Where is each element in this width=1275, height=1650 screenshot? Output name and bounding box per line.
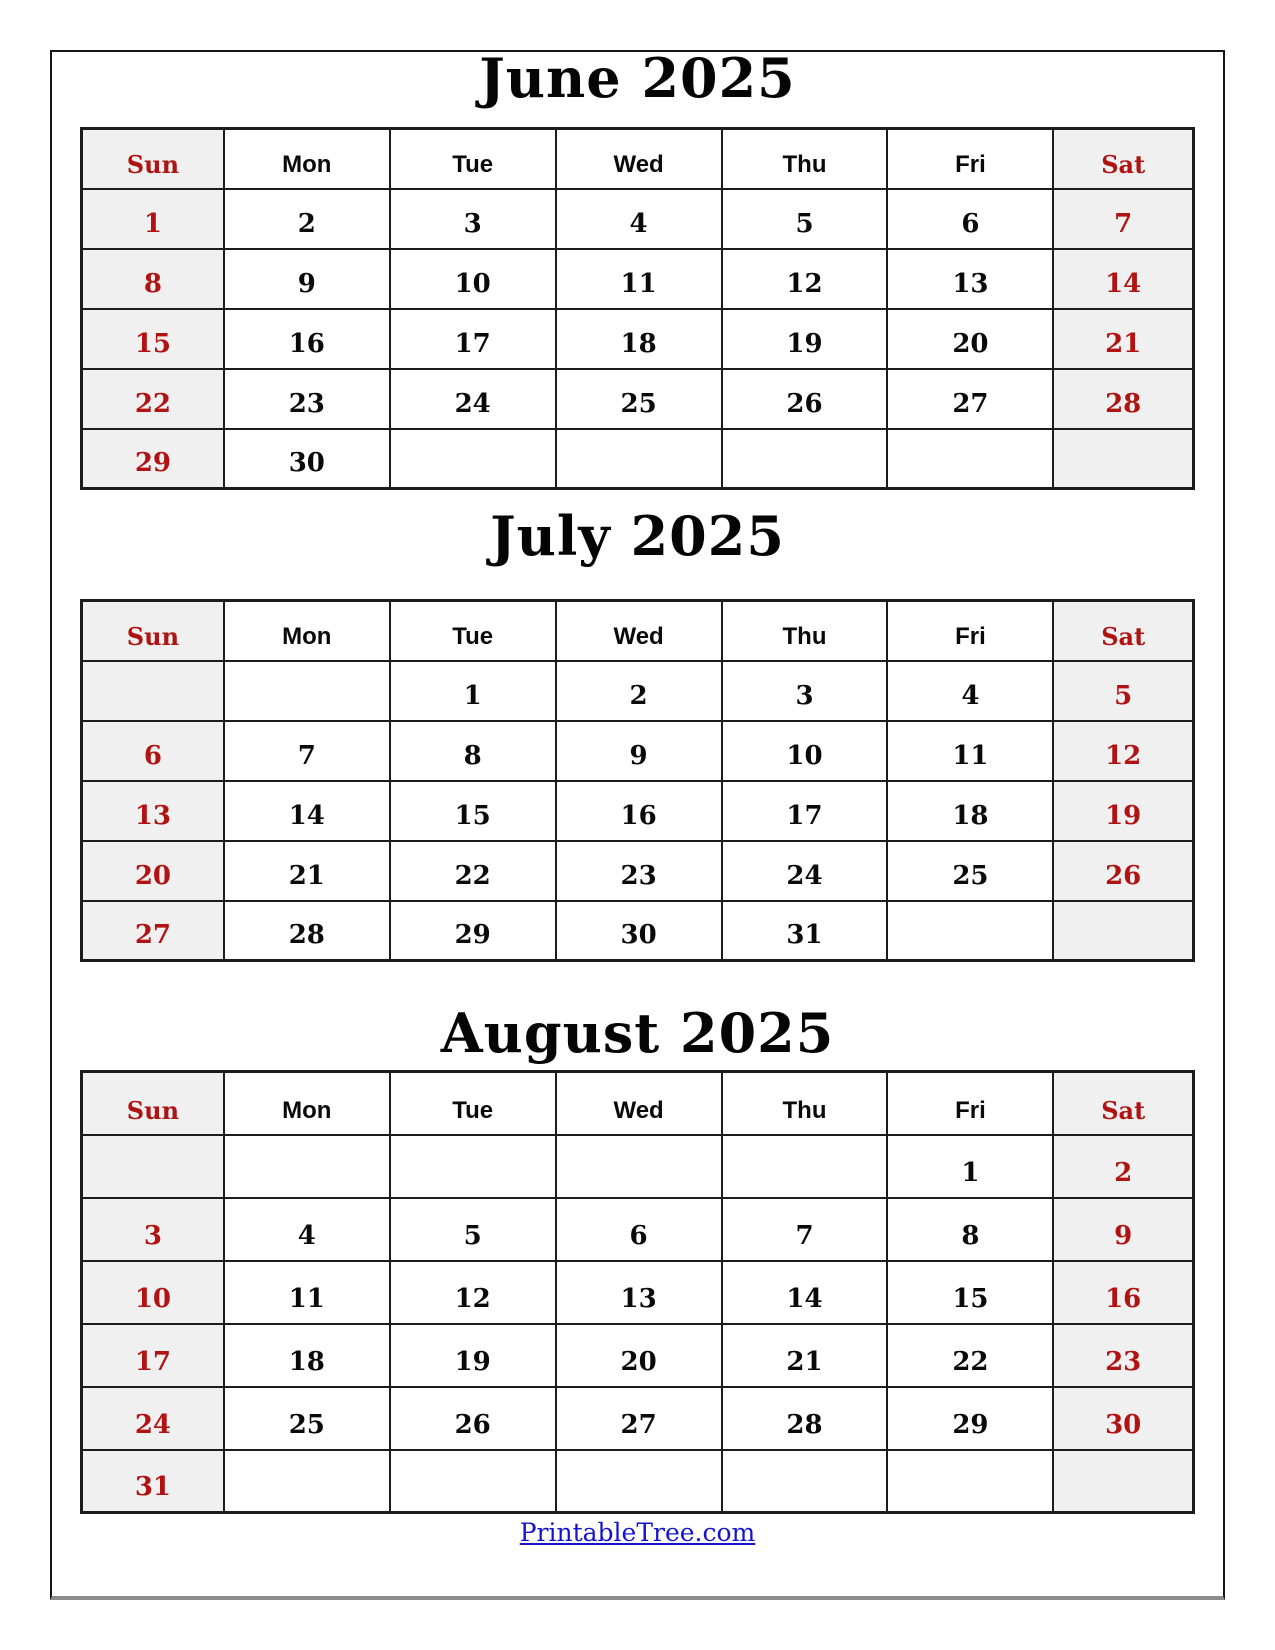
- day-cell-1: 1: [82, 189, 224, 249]
- day-cell-13: 13: [556, 1261, 722, 1324]
- week-row: [82, 1135, 1194, 1198]
- day-cell-empty: [390, 1135, 556, 1198]
- day-cell-27: 27: [82, 901, 224, 961]
- day-cell-24: 24: [722, 841, 888, 901]
- day-cell-empty: [1053, 901, 1193, 961]
- day-cell-empty: [887, 429, 1053, 489]
- weekday-header-sun: Sun: [82, 129, 224, 189]
- calendar-table-july: [80, 599, 1195, 962]
- weekday-header-thu: Thu: [722, 1072, 888, 1135]
- day-cell-21: 21: [722, 1324, 888, 1387]
- day-cell-3: 3: [390, 189, 556, 249]
- day-cell-10: 10: [390, 249, 556, 309]
- day-cell-12: 12: [722, 249, 888, 309]
- week-row: [82, 841, 1194, 901]
- day-cell-29: 29: [82, 429, 224, 489]
- day-cell-empty: [224, 1135, 390, 1198]
- weekday-header-sat: Sat: [1053, 1072, 1193, 1135]
- day-cell-empty: [224, 1450, 390, 1513]
- week-row: [82, 309, 1194, 369]
- day-cell-11: 11: [887, 721, 1053, 781]
- weekday-header-mon: Mon: [224, 1072, 390, 1135]
- day-cell-23: 23: [224, 369, 390, 429]
- day-cell-22: 22: [82, 369, 224, 429]
- day-cell-empty: [722, 429, 888, 489]
- weekday-header-thu: Thu: [722, 129, 888, 189]
- day-cell-9: 9: [1053, 1198, 1193, 1261]
- week-row: [82, 429, 1194, 489]
- day-cell-empty: [722, 1135, 888, 1198]
- day-cell-22: 22: [887, 1324, 1053, 1387]
- day-cell-21: 21: [224, 841, 390, 901]
- day-cell-16: 16: [1053, 1261, 1193, 1324]
- day-cell-23: 23: [556, 841, 722, 901]
- day-cell-25: 25: [887, 841, 1053, 901]
- day-cell-24: 24: [82, 1387, 224, 1450]
- weekday-header-tue: Tue: [390, 129, 556, 189]
- week-row: [82, 249, 1194, 309]
- day-cell-11: 11: [224, 1261, 390, 1324]
- day-cell-14: 14: [224, 781, 390, 841]
- day-cell-20: 20: [82, 841, 224, 901]
- day-cell-30: 30: [556, 901, 722, 961]
- day-cell-6: 6: [887, 189, 1053, 249]
- week-row: [82, 1450, 1194, 1513]
- day-cell-7: 7: [1053, 189, 1193, 249]
- day-cell-27: 27: [556, 1387, 722, 1450]
- day-cell-18: 18: [556, 309, 722, 369]
- day-cell-20: 20: [887, 309, 1053, 369]
- weekday-header-wed: Wed: [556, 129, 722, 189]
- calendar-table-june: [80, 127, 1195, 490]
- day-cell-empty: [390, 1450, 556, 1513]
- day-cell-14: 14: [722, 1261, 888, 1324]
- weekday-header-sun: Sun: [82, 601, 224, 661]
- day-cell-31: 31: [722, 901, 888, 961]
- month-title-august: August 2025: [440, 1001, 835, 1065]
- day-cell-27: 27: [887, 369, 1053, 429]
- day-cell-empty: [1053, 429, 1193, 489]
- day-cell-15: 15: [887, 1261, 1053, 1324]
- weekday-header-thu: Thu: [722, 601, 888, 661]
- week-row: [82, 369, 1194, 429]
- day-cell-28: 28: [224, 901, 390, 961]
- day-cell-9: 9: [556, 721, 722, 781]
- day-cell-5: 5: [390, 1198, 556, 1261]
- day-cell-10: 10: [722, 721, 888, 781]
- day-cell-empty: [556, 1135, 722, 1198]
- day-cell-19: 19: [1053, 781, 1193, 841]
- day-cell-29: 29: [887, 1387, 1053, 1450]
- week-row: [82, 661, 1194, 721]
- day-cell-25: 25: [556, 369, 722, 429]
- week-row: [82, 1261, 1194, 1324]
- day-cell-18: 18: [224, 1324, 390, 1387]
- week-row: [82, 781, 1194, 841]
- day-cell-15: 15: [390, 781, 556, 841]
- day-cell-1: 1: [887, 1135, 1053, 1198]
- weekday-header-sat: Sat: [1053, 601, 1193, 661]
- day-cell-16: 16: [556, 781, 722, 841]
- day-cell-4: 4: [556, 189, 722, 249]
- day-cell-17: 17: [722, 781, 888, 841]
- day-cell-empty: [556, 1450, 722, 1513]
- weekday-header-mon: Mon: [224, 129, 390, 189]
- day-cell-16: 16: [224, 309, 390, 369]
- weekday-header-mon: Mon: [224, 601, 390, 661]
- day-cell-2: 2: [556, 661, 722, 721]
- weekday-header-fri: Fri: [887, 1072, 1053, 1135]
- day-cell-22: 22: [390, 841, 556, 901]
- day-cell-26: 26: [722, 369, 888, 429]
- day-cell-20: 20: [556, 1324, 722, 1387]
- day-cell-25: 25: [224, 1387, 390, 1450]
- day-cell-28: 28: [722, 1387, 888, 1450]
- weekday-header-tue: Tue: [390, 601, 556, 661]
- day-cell-10: 10: [82, 1261, 224, 1324]
- day-cell-23: 23: [1053, 1324, 1193, 1387]
- week-row: [82, 189, 1194, 249]
- week-row: [82, 1324, 1194, 1387]
- footer: [80, 1518, 1195, 1547]
- day-cell-5: 5: [722, 189, 888, 249]
- footer-site-link[interactable]: PrintableTree.com: [519, 1518, 756, 1547]
- day-cell-12: 12: [390, 1261, 556, 1324]
- day-cell-empty: [390, 429, 556, 489]
- day-cell-18: 18: [887, 781, 1053, 841]
- day-cell-empty: [887, 1450, 1053, 1513]
- day-cell-29: 29: [390, 901, 556, 961]
- day-cell-30: 30: [224, 429, 390, 489]
- day-cell-empty: [82, 1135, 224, 1198]
- day-cell-24: 24: [390, 369, 556, 429]
- day-cell-17: 17: [390, 309, 556, 369]
- month-title-june: June 2025: [479, 46, 796, 110]
- day-cell-13: 13: [82, 781, 224, 841]
- day-cell-14: 14: [1053, 249, 1193, 309]
- day-cell-empty: [224, 661, 390, 721]
- day-cell-6: 6: [82, 721, 224, 781]
- weekday-header-row: [82, 129, 1194, 189]
- page-frame: [50, 46, 1225, 1600]
- day-cell-2: 2: [224, 189, 390, 249]
- day-cell-19: 19: [722, 309, 888, 369]
- weekday-header-wed: Wed: [556, 1072, 722, 1135]
- day-cell-26: 26: [1053, 841, 1193, 901]
- weekday-header-tue: Tue: [390, 1072, 556, 1135]
- weekday-header-row: [82, 1072, 1194, 1135]
- month-title-july: July 2025: [490, 504, 785, 568]
- month-section-august: [80, 1001, 1195, 1514]
- weekday-header-fri: Fri: [887, 129, 1053, 189]
- day-cell-empty: [1053, 1450, 1193, 1513]
- day-cell-17: 17: [82, 1324, 224, 1387]
- day-cell-9: 9: [224, 249, 390, 309]
- weekday-header-row: [82, 601, 1194, 661]
- calendar-table-august: [80, 1070, 1195, 1514]
- weekday-header-wed: Wed: [556, 601, 722, 661]
- day-cell-13: 13: [887, 249, 1053, 309]
- day-cell-28: 28: [1053, 369, 1193, 429]
- day-cell-5: 5: [1053, 661, 1193, 721]
- day-cell-3: 3: [722, 661, 888, 721]
- day-cell-11: 11: [556, 249, 722, 309]
- day-cell-empty: [82, 661, 224, 721]
- day-cell-7: 7: [722, 1198, 888, 1261]
- month-section-june: [80, 46, 1195, 490]
- day-cell-21: 21: [1053, 309, 1193, 369]
- day-cell-empty: [556, 429, 722, 489]
- day-cell-8: 8: [390, 721, 556, 781]
- day-cell-19: 19: [390, 1324, 556, 1387]
- day-cell-15: 15: [82, 309, 224, 369]
- day-cell-26: 26: [390, 1387, 556, 1450]
- day-cell-7: 7: [224, 721, 390, 781]
- week-row: [82, 1387, 1194, 1450]
- week-row: [82, 721, 1194, 781]
- week-row: [82, 1198, 1194, 1261]
- day-cell-31: 31: [82, 1450, 224, 1513]
- day-cell-30: 30: [1053, 1387, 1193, 1450]
- day-cell-2: 2: [1053, 1135, 1193, 1198]
- day-cell-4: 4: [887, 661, 1053, 721]
- day-cell-8: 8: [887, 1198, 1053, 1261]
- day-cell-empty: [722, 1450, 888, 1513]
- weekday-header-fri: Fri: [887, 601, 1053, 661]
- weekday-header-sat: Sat: [1053, 129, 1193, 189]
- week-row: [82, 901, 1194, 961]
- day-cell-6: 6: [556, 1198, 722, 1261]
- day-cell-1: 1: [390, 661, 556, 721]
- month-section-july: [80, 504, 1195, 962]
- day-cell-empty: [887, 901, 1053, 961]
- day-cell-3: 3: [82, 1198, 224, 1261]
- day-cell-8: 8: [82, 249, 224, 309]
- weekday-header-sun: Sun: [82, 1072, 224, 1135]
- day-cell-12: 12: [1053, 721, 1193, 781]
- day-cell-4: 4: [224, 1198, 390, 1261]
